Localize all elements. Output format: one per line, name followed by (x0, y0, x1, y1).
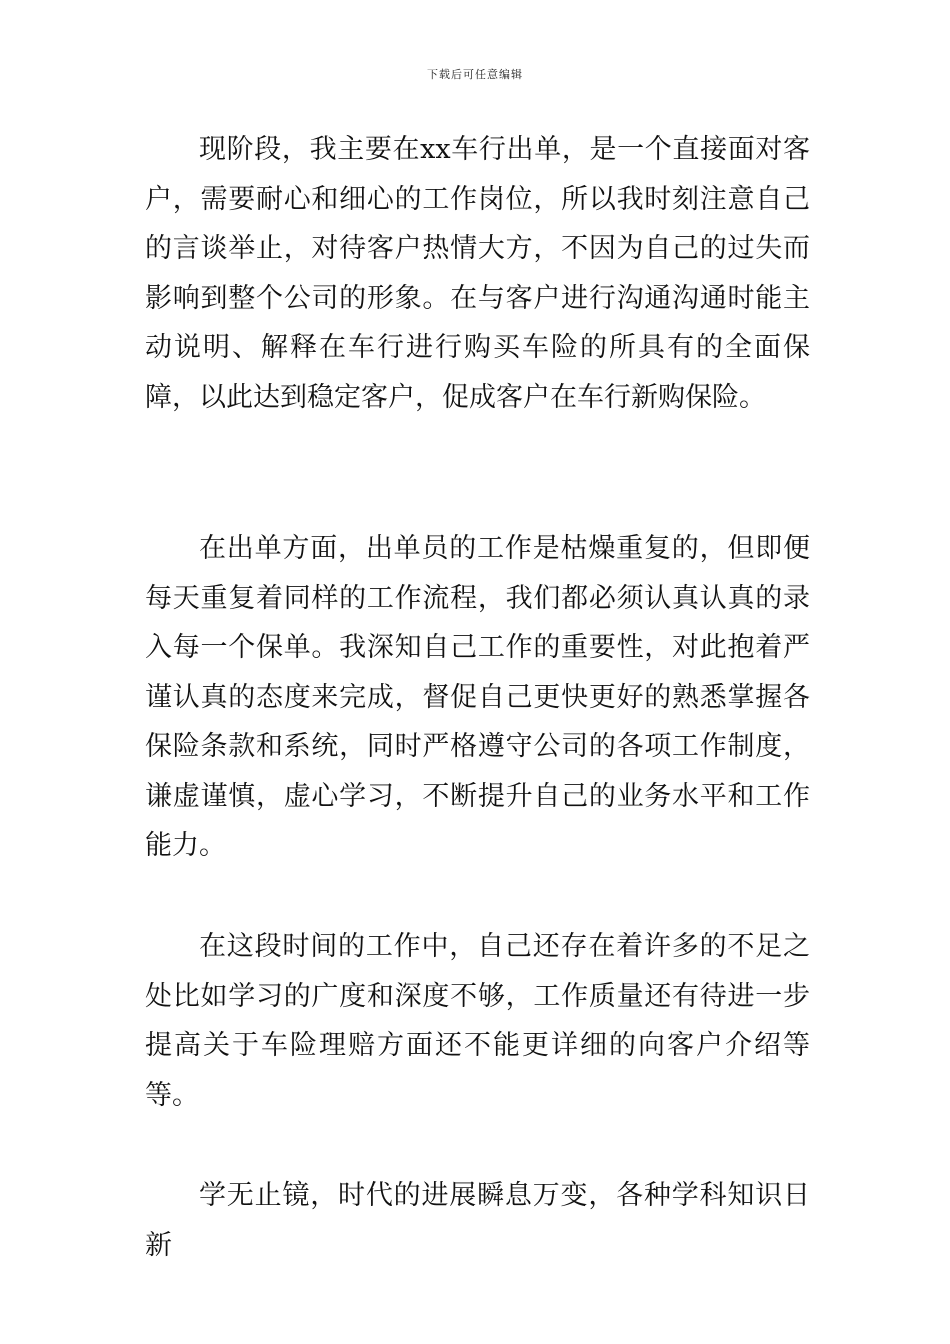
paragraph-4: 学无止镜，时代的进展瞬息万变，各种学科知识日新 (145, 1180, 810, 1261)
paragraph-2: 在出单方面，出单员的工作是枯燥重复的，但即便每天重复着同样的工作流程，我们都必须认真认真的录入每一个保单。我深知自己工作的重要性，对此抱着严谨认真的态度来完成，督促自己更快更好的熟悉掌握各保险条款和系统，同时严格遵守公司的各项工作制度，谦虚谨慎，虚心学习，不断提升自己的业务水平和工作能力。 (145, 533, 810, 861)
paragraph-3: 在这段时间的工作中，自己还存在着许多的不足之处比如学习的广度和深度不够，工作质量还有待进一步提高关于车险理赔方面还不能更详细的向客户介绍等等。 (145, 931, 810, 1111)
paragraph-1: 现阶段，我主要在xx车行出单，是一个直接面对客户，需要耐心和细心的工作岗位，所以我时刻注意自己的言谈举止，对待客户热情大方，不因为自己的过失而影响到整个公司的形象。在与客户进行沟通沟通时能主动说明、解释在车行进行购买车险的所具有的全面保障，以此达到稳定客户，促成客户在车行新购保险。 (145, 134, 810, 413)
page-header-note: 下载后可任意编辑 (427, 68, 523, 81)
